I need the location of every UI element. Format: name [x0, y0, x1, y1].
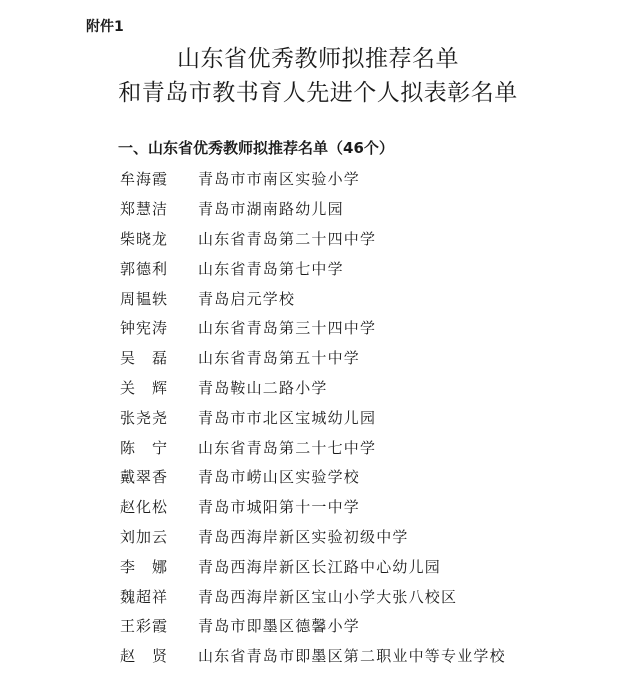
- list-item: [120, 283, 620, 313]
- teacher-name: 魏超祥: [120, 587, 169, 606]
- list-item: [120, 253, 620, 283]
- list-item: [120, 611, 620, 641]
- school-name: 山东省青岛第三十四中学: [198, 319, 377, 338]
- teacher-name: 张尧尧: [120, 408, 169, 427]
- list-item: [120, 343, 620, 373]
- list-item: [120, 194, 620, 224]
- school-name: 山东省青岛第五十中学: [198, 349, 361, 368]
- school-name: 青岛市湖南路幼儿园: [198, 200, 344, 219]
- teacher-name: 关 辉: [120, 378, 169, 397]
- school-name: 青岛市市南区实验小学: [198, 170, 361, 189]
- teacher-name: 戴翠香: [120, 468, 169, 487]
- teacher-name: 钟宪涛: [120, 319, 169, 338]
- list-item: [120, 224, 620, 254]
- teacher-name: 吴 磊: [120, 349, 169, 368]
- school-name: 青岛市市北区宝城幼儿园: [198, 408, 377, 427]
- school-name: 山东省青岛第二十七中学: [198, 438, 377, 457]
- teacher-name: 陈 宁: [120, 438, 169, 457]
- teacher-name: 柴晓龙: [120, 229, 169, 248]
- teacher-name: 牟海霞: [120, 170, 169, 189]
- school-name: 青岛市城阳第十一中学: [198, 498, 361, 517]
- teacher-name: 李 娜: [120, 557, 169, 576]
- section-heading: 一、山东省优秀教师拟推荐名单（46个）: [118, 139, 394, 157]
- school-name: 山东省青岛第七中学: [198, 259, 344, 278]
- school-name: 青岛西海岸新区宝山小学大张八校区: [198, 587, 458, 606]
- school-name: 青岛鞍山二路小学: [198, 378, 328, 397]
- teacher-name: 刘加云: [120, 527, 169, 546]
- teacher-name: 赵化松: [120, 498, 169, 517]
- list-item: [120, 373, 620, 403]
- recommendation-list: [120, 164, 620, 671]
- list-item: [120, 641, 620, 671]
- teacher-name: 郑慧洁: [120, 200, 169, 219]
- list-item: [120, 432, 620, 462]
- list-item: [120, 402, 620, 432]
- school-name: 山东省青岛第二十四中学: [198, 229, 377, 248]
- school-name: 青岛西海岸新区实验初级中学: [198, 527, 409, 546]
- list-item: [120, 462, 620, 492]
- teacher-name: 赵 贤: [120, 647, 169, 666]
- school-name: 青岛市崂山区实验学校: [198, 468, 361, 487]
- list-item: [120, 492, 620, 522]
- list-item: [120, 551, 620, 581]
- page-title-line-1: 山东省优秀教师拟推荐名单: [177, 46, 459, 72]
- teacher-name: 王彩霞: [120, 617, 169, 636]
- teacher-name: 郭德利: [120, 259, 169, 278]
- list-item: [120, 581, 620, 611]
- attachment-label: 附件1: [86, 19, 124, 35]
- page-title-line-2: 和青岛市教书育人先进个人拟表彰名单: [118, 80, 518, 106]
- list-item: [120, 522, 620, 552]
- school-name: 青岛市即墨区德馨小学: [198, 617, 361, 636]
- school-name: 山东省青岛市即墨区第二职业中等专业学校: [198, 647, 506, 666]
- list-item: [120, 164, 620, 194]
- list-item: [120, 313, 620, 343]
- school-name: 青岛启元学校: [198, 289, 296, 308]
- school-name: 青岛西海岸新区长江路中心幼儿园: [198, 557, 442, 576]
- teacher-name: 周韫轶: [120, 289, 169, 308]
